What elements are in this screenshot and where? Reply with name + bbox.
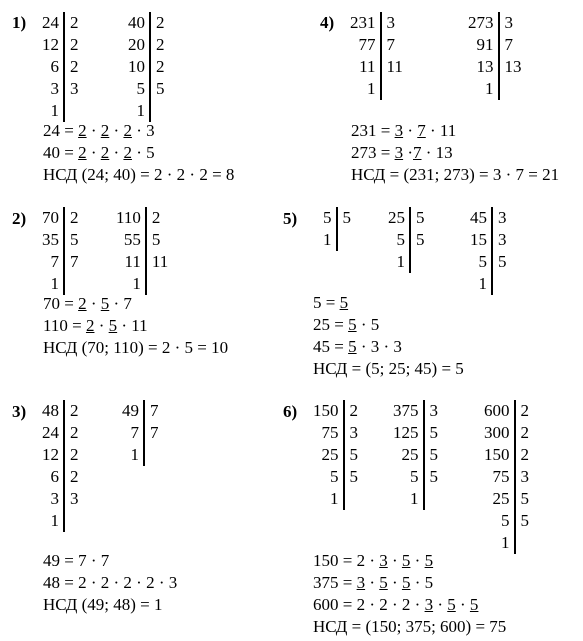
dividend-cell: 6	[42, 56, 64, 78]
dividend-cell: 55	[116, 229, 146, 251]
equation-text: НСД = (150; 375; 600) = 75	[313, 617, 507, 636]
factor-row	[128, 100, 165, 122]
equation-text: · 11	[425, 121, 457, 140]
dividend-cell: 5	[313, 466, 344, 488]
factor-table-25	[388, 207, 425, 273]
common-factor: 3	[379, 551, 388, 570]
dividend-cell: 25	[313, 444, 344, 466]
factor-row	[350, 34, 403, 56]
common-factor: 5	[108, 316, 118, 335]
common-factor: 5	[401, 573, 411, 592]
factor-row	[484, 488, 529, 510]
divisor-cell: 3	[504, 13, 513, 32]
common-factor: 2	[100, 143, 110, 162]
equation-text: 70 =	[43, 294, 79, 313]
equation-text: ·	[94, 316, 109, 335]
divisor-cell: 5	[349, 445, 358, 464]
factor-row	[116, 229, 168, 251]
divisor-cell: 7	[150, 401, 159, 420]
problem-5-label: 5)	[283, 209, 298, 228]
factor-row	[42, 34, 79, 56]
dividend-cell: 600	[484, 400, 515, 422]
factor-row	[484, 532, 529, 554]
equation-line	[351, 142, 453, 164]
factor-row	[42, 78, 79, 100]
divisor-cell: 2	[520, 401, 529, 420]
factor-table-5	[323, 207, 351, 251]
divisor-cell: 5	[498, 252, 507, 271]
equation-text: ·	[109, 121, 124, 140]
dividend-cell: 70	[42, 207, 64, 229]
factor-row	[388, 207, 425, 229]
dividend-cell: 12	[42, 34, 64, 56]
divisor-cell	[337, 229, 352, 251]
divisor-cell: 3	[498, 208, 507, 227]
divisor-cell: 7	[504, 35, 513, 54]
divisor-cell: 3	[386, 13, 395, 32]
dividend-cell: 49	[122, 400, 144, 422]
dividend-cell: 3	[42, 488, 64, 510]
dividend-cell: 6	[42, 466, 64, 488]
equation-line	[43, 572, 177, 594]
equation-text: 375 =	[313, 573, 357, 592]
equation-text: ·	[86, 121, 101, 140]
divisor-cell: 5	[349, 467, 358, 486]
divisor-cell	[492, 273, 507, 295]
divisor-cell: 5	[520, 489, 529, 508]
divisor-cell	[515, 532, 530, 554]
divisor-cell: 5	[429, 423, 438, 442]
divisor-cell	[64, 510, 79, 532]
dividend-cell: 1	[42, 100, 64, 122]
factor-table-375	[393, 400, 438, 510]
equation-text: ·	[403, 143, 414, 162]
dividend-cell: 5	[323, 207, 337, 229]
common-factor: 2	[85, 316, 95, 335]
factor-row	[484, 510, 529, 532]
equation-text: 273 =	[351, 143, 395, 162]
divisor-cell: 2	[70, 208, 79, 227]
dividend-cell: 5	[470, 251, 492, 273]
equation-text: 110 =	[43, 316, 86, 335]
factor-row	[468, 12, 522, 34]
equation-text: ·	[403, 121, 418, 140]
dividend-cell: 12	[42, 444, 64, 466]
divisor-cell: 2	[151, 208, 161, 227]
divisor-cell	[146, 273, 168, 295]
equation-text: НСД = (231; 273) = 3 · 7 = 21	[351, 165, 560, 184]
dividend-cell: 110	[116, 207, 146, 229]
dividend-cell: 10	[128, 56, 150, 78]
factor-row	[350, 56, 403, 78]
common-factor: 5	[469, 595, 479, 614]
dividend-cell: 11	[350, 56, 381, 78]
factor-row	[42, 400, 79, 422]
common-factor: 7	[413, 143, 422, 162]
equation-line	[43, 315, 148, 337]
dividend-cell: 5	[388, 229, 410, 251]
dividend-cell: 11	[116, 251, 146, 273]
factor-row	[116, 273, 168, 295]
dividend-cell: 1	[313, 488, 344, 510]
factor-table-40	[128, 12, 165, 122]
divisor-cell: 2	[156, 35, 165, 54]
equation-text: 40 =	[43, 143, 79, 162]
dividend-cell: 150	[313, 400, 344, 422]
dividend-cell: 1	[116, 273, 146, 295]
common-factor: 2	[78, 121, 87, 140]
divisor-cell: 3	[429, 401, 438, 420]
common-factor: 7	[417, 121, 426, 140]
equation-text: НСД = (5; 25; 45) = 5	[313, 359, 464, 378]
dividend-cell: 7	[42, 251, 64, 273]
factor-row	[42, 100, 79, 122]
factor-table-110	[116, 207, 168, 295]
dividend-cell: 45	[470, 207, 492, 229]
equation-line	[313, 572, 433, 594]
factor-row	[313, 488, 358, 510]
divisor-cell	[144, 444, 159, 466]
factor-row	[468, 56, 522, 78]
factor-table-70	[42, 207, 79, 295]
dividend-cell: 5	[393, 466, 424, 488]
divisor-cell: 2	[70, 401, 79, 420]
factor-row	[313, 422, 358, 444]
factor-row	[393, 466, 438, 488]
equation-text: 48 = 2 · 2 · 2 · 2 · 3	[43, 573, 178, 592]
factor-row	[42, 251, 79, 273]
gcd-result	[43, 164, 234, 186]
divisor-cell	[150, 100, 165, 122]
common-factor: 3	[424, 595, 434, 614]
divisor-cell: 5	[429, 445, 438, 464]
equation-text: ·	[387, 551, 402, 570]
dividend-cell: 1	[42, 510, 64, 532]
factor-row	[42, 56, 79, 78]
equation-text: 231 =	[351, 121, 395, 140]
problem-4-label: 4)	[320, 13, 335, 32]
divisor-cell: 7	[386, 35, 395, 54]
dividend-cell: 150	[484, 444, 515, 466]
divisor-cell: 3	[70, 79, 79, 98]
common-factor: 2	[78, 143, 87, 162]
common-factor: 5	[339, 293, 349, 312]
factor-row	[323, 207, 351, 229]
common-factor: 2	[78, 294, 87, 313]
dividend-cell: 24	[42, 12, 64, 34]
common-factor: 3	[394, 143, 404, 162]
factor-table-24	[42, 12, 79, 122]
factor-row	[388, 251, 425, 273]
factor-row	[468, 34, 522, 56]
divisor-cell: 11	[386, 57, 403, 76]
equation-text: ·	[387, 573, 402, 592]
factor-table-273	[468, 12, 522, 100]
equation-line	[313, 550, 433, 572]
factor-row	[42, 466, 79, 488]
equation-line	[313, 292, 348, 314]
dividend-cell: 231	[350, 12, 381, 34]
divisor-cell: 7	[70, 252, 79, 271]
gcd-result	[313, 616, 506, 638]
divisor-cell: 3	[520, 467, 529, 486]
dividend-cell: 5	[128, 78, 150, 100]
common-factor: 5	[447, 595, 456, 614]
dividend-cell: 1	[388, 251, 410, 273]
factor-row	[42, 444, 79, 466]
factor-row	[393, 444, 438, 466]
problem-1-label: 1)	[12, 13, 27, 32]
factor-row	[42, 12, 79, 34]
factor-row	[350, 78, 403, 100]
equation-text: НСД (70; 110) = 2 · 5 = 10	[43, 338, 229, 357]
dividend-cell: 1	[350, 78, 381, 100]
divisor-cell: 5	[520, 511, 529, 530]
dividend-cell: 75	[313, 422, 344, 444]
equation-line	[313, 314, 379, 336]
divisor-cell: 2	[156, 13, 165, 32]
divisor-cell	[424, 488, 439, 510]
factor-row	[470, 207, 507, 229]
factor-row	[470, 251, 507, 273]
equation-line	[43, 120, 155, 142]
gcd-result	[313, 358, 464, 380]
common-factor: 2	[123, 121, 132, 140]
factor-row	[42, 273, 79, 295]
factor-table-48	[42, 400, 79, 532]
divisor-cell: 3	[498, 230, 507, 249]
dividend-cell: 1	[470, 273, 492, 295]
divisor-cell	[64, 273, 79, 295]
common-factor: 5	[424, 551, 434, 570]
divisor-cell: 5	[429, 467, 438, 486]
divisor-cell: 3	[70, 489, 79, 508]
divisor-cell: 11	[151, 252, 169, 271]
divisor-cell	[499, 78, 522, 100]
dividend-cell: 48	[42, 400, 64, 422]
divisor-cell: 2	[70, 423, 79, 442]
equation-text: НСД (49; 48) = 1	[43, 595, 163, 614]
common-factor: 2	[123, 143, 132, 162]
equation-text: · 5	[131, 143, 155, 162]
gcd-result	[43, 594, 163, 616]
divisor-cell: 2	[520, 423, 529, 442]
divisor-cell: 5	[151, 230, 161, 249]
factor-row	[393, 400, 438, 422]
dividend-cell: 1	[468, 78, 499, 100]
factor-row	[484, 444, 529, 466]
factor-row	[313, 444, 358, 466]
divisor-cell	[410, 251, 425, 273]
equation-line	[43, 142, 155, 164]
equation-text: ·	[433, 595, 448, 614]
factor-row	[388, 229, 425, 251]
factor-row	[484, 466, 529, 488]
dividend-cell: 1	[393, 488, 424, 510]
divisor-cell: 2	[520, 445, 529, 464]
equation-text: 49 = 7 · 7	[43, 551, 110, 570]
dividend-cell: 1	[484, 532, 515, 554]
factor-row	[42, 510, 79, 532]
equation-text: 600 = 2 · 2 · 2 ·	[313, 595, 425, 614]
factor-row	[470, 229, 507, 251]
equation-text: · 5	[410, 573, 434, 592]
equation-line	[43, 293, 132, 315]
dividend-cell: 5	[484, 510, 515, 532]
dividend-cell: 24	[42, 422, 64, 444]
equation-text: 150 = 2 ·	[313, 551, 380, 570]
equation-text: ·	[86, 294, 101, 313]
factor-row	[116, 251, 168, 273]
divisor-cell: 2	[70, 467, 79, 486]
equation-text: НСД (24; 40) = 2 · 2 · 2 = 8	[43, 165, 235, 184]
divisor-cell	[381, 78, 403, 100]
divisor-cell: 5	[416, 208, 425, 227]
factor-table-600	[484, 400, 529, 554]
factor-row	[42, 229, 79, 251]
equation-text: ·	[86, 143, 101, 162]
equation-line	[351, 120, 456, 142]
equation-line	[313, 336, 402, 358]
equation-text: 45 =	[313, 337, 349, 356]
dividend-cell: 25	[388, 207, 410, 229]
factor-row	[468, 78, 522, 100]
common-factor: 2	[100, 121, 110, 140]
factor-row	[122, 422, 159, 444]
dividend-cell: 25	[393, 444, 424, 466]
factor-row	[122, 444, 159, 466]
equation-text: 5 =	[313, 293, 340, 312]
common-factor: 5	[379, 573, 388, 592]
dividend-cell: 40	[128, 12, 150, 34]
factor-table-45	[470, 207, 507, 295]
factor-row	[393, 422, 438, 444]
dividend-cell: 15	[470, 229, 492, 251]
divisor-cell: 13	[504, 57, 522, 76]
divisor-cell: 2	[70, 35, 79, 54]
factor-table-231	[350, 12, 403, 100]
dividend-cell: 13	[468, 56, 499, 78]
divisor-cell: 5	[342, 208, 351, 227]
equation-text: ·	[365, 573, 380, 592]
dividend-cell: 91	[468, 34, 499, 56]
problem-6-label: 6)	[283, 402, 298, 421]
problem-2-label: 2)	[12, 209, 27, 228]
dividend-cell: 3	[42, 78, 64, 100]
dividend-cell: 300	[484, 422, 515, 444]
factor-row	[128, 34, 165, 56]
dividend-cell: 75	[484, 466, 515, 488]
dividend-cell: 375	[393, 400, 424, 422]
dividend-cell: 1	[122, 444, 144, 466]
equation-text: 24 =	[43, 121, 79, 140]
equation-text: ·	[455, 595, 470, 614]
divisor-cell	[344, 488, 359, 510]
factor-row	[470, 273, 507, 295]
factor-row	[393, 488, 438, 510]
common-factor: 5	[100, 294, 110, 313]
equation-text: · 3	[131, 121, 155, 140]
dividend-cell: 273	[468, 12, 499, 34]
gcd-result	[43, 337, 228, 359]
equation-line	[313, 594, 478, 616]
factor-row	[128, 78, 165, 100]
factor-row	[313, 400, 358, 422]
factor-row	[116, 207, 168, 229]
divisor-cell: 5	[70, 230, 79, 249]
factor-row	[350, 12, 403, 34]
factor-row	[484, 400, 529, 422]
divisor-cell: 2	[349, 401, 358, 420]
common-factor: 3	[356, 573, 366, 592]
dividend-cell: 77	[350, 34, 381, 56]
factor-row	[42, 422, 79, 444]
common-factor: 5	[401, 551, 411, 570]
equation-text: · 11	[117, 316, 148, 335]
factor-row	[484, 422, 529, 444]
divisor-cell: 7	[150, 423, 159, 442]
dividend-cell: 25	[484, 488, 515, 510]
factor-table-49	[122, 400, 159, 466]
factor-row	[128, 12, 165, 34]
factor-row	[313, 466, 358, 488]
divisor-cell: 2	[70, 57, 79, 76]
equation-text: · 7	[109, 294, 132, 313]
equation-text: ·	[109, 143, 124, 162]
divisor-cell: 3	[349, 423, 358, 442]
equation-text: · 13	[421, 143, 453, 162]
divisor-cell: 2	[70, 13, 79, 32]
divisor-cell: 5	[156, 79, 165, 98]
dividend-cell: 35	[42, 229, 64, 251]
common-factor: 5	[348, 337, 357, 356]
factor-row	[122, 400, 159, 422]
dividend-cell: 7	[122, 422, 144, 444]
divisor-cell	[64, 100, 79, 122]
equation-text: ·	[410, 551, 425, 570]
divisor-cell: 5	[416, 230, 425, 249]
divisor-cell: 2	[156, 57, 165, 76]
gcd-result	[351, 164, 559, 186]
factor-row	[128, 56, 165, 78]
common-factor: 5	[348, 315, 357, 334]
dividend-cell: 1	[128, 100, 150, 122]
equation-text: · 5	[356, 315, 380, 334]
dividend-cell: 1	[42, 273, 64, 295]
equation-line	[43, 550, 109, 572]
dividend-cell: 1	[323, 229, 337, 251]
factor-row	[323, 229, 351, 251]
dividend-cell: 20	[128, 34, 150, 56]
divisor-cell: 2	[70, 445, 79, 464]
factor-row	[42, 207, 79, 229]
dividend-cell: 125	[393, 422, 424, 444]
common-factor: 3	[394, 121, 404, 140]
equation-text: 25 =	[313, 315, 349, 334]
factor-row	[42, 488, 79, 510]
problem-3-label: 3)	[12, 402, 27, 421]
equation-text: · 3 · 3	[356, 337, 402, 356]
factor-table-150	[313, 400, 358, 510]
